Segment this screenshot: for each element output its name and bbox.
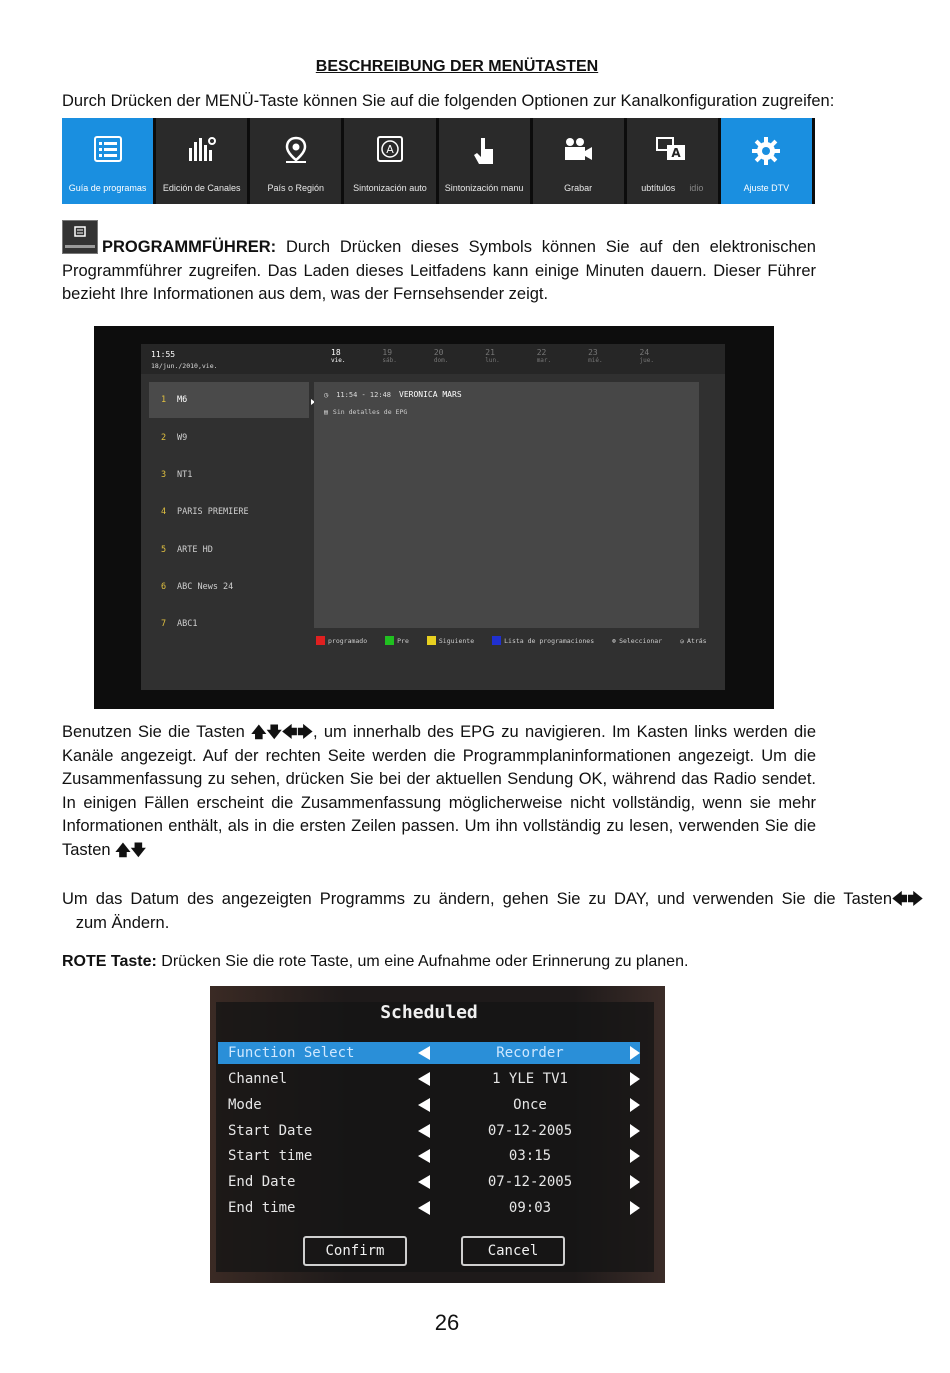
row-label: End Date <box>228 1174 296 1190</box>
epg-day-2[interactable] <box>434 348 485 364</box>
epg-day-num: 18 <box>331 348 341 357</box>
channel-number: 5 <box>161 545 167 555</box>
epg-day-4[interactable] <box>537 348 588 364</box>
navigation-text-b: , um innerhalb des EPG zu navigieren. Im Kasten links werden die Kanäle angezeigt. Auf der rechten Seite werden die Programmplaninformationen angezeigt. Um die Zusammenfassung zu sehen, drücken Sie bei der aktuellen Sendung OK, während das Radio sendet. In einigen Fällen erscheint die Zusammenfassung möglicherweise nicht vollständig, wenn sie mehr Informationen enthält, als in die ersten Zeilen passen. Um ihn vollständig zu lesen, verwenden Sie die Tasten <box>62 723 816 859</box>
menu-tile-label: Grabar <box>564 183 593 193</box>
arrow-left-icon[interactable] <box>418 1072 430 1086</box>
epg-section-label: PROGRAMMFÜHRER: <box>102 238 277 256</box>
arrow-left-icon[interactable] <box>418 1149 430 1163</box>
subtitles-icon <box>627 136 718 162</box>
arrow-left-icon[interactable] <box>418 1175 430 1189</box>
epg-channel-row[interactable] <box>149 494 309 530</box>
svg-text:A: A <box>671 146 681 160</box>
arrow-left-icon[interactable] <box>418 1201 430 1215</box>
epg-channel-row[interactable] <box>149 569 309 605</box>
info-icon: ▤ <box>324 408 328 416</box>
channel-number: 3 <box>161 470 167 480</box>
epg-day-num: 22 <box>536 348 547 357</box>
menu-bar-screenshot <box>62 118 815 204</box>
epg-channel-row[interactable] <box>149 382 309 418</box>
epg-day-num: 20 <box>433 348 444 357</box>
epg-day-name: mié. <box>588 357 603 364</box>
menu-tile-label-language: idio <box>689 183 704 193</box>
list-icon <box>62 136 153 162</box>
epg-day-5[interactable] <box>588 348 639 364</box>
epg-channel-row[interactable] <box>149 606 309 642</box>
arrow-right-icon[interactable] <box>630 1098 640 1112</box>
channel-number: 2 <box>161 433 167 443</box>
menu-tile-dtv-settings <box>721 118 815 204</box>
epg-legend <box>316 636 726 645</box>
channel-row[interactable] <box>218 1068 640 1090</box>
menu-tile-label: País o Región <box>267 183 325 193</box>
epg-channel-row[interactable] <box>149 420 309 456</box>
epg-channel-row[interactable] <box>149 532 309 568</box>
epg-clock: 11:55 <box>151 350 176 359</box>
row-value: 03:15 <box>508 1148 552 1164</box>
row-value: Once <box>513 1097 547 1113</box>
epg-day-name: lun. <box>485 357 500 364</box>
gear-icon <box>721 136 812 166</box>
menu-tile-manual-tune <box>439 118 533 204</box>
navigation-text <box>62 721 816 862</box>
back-key-icon: ◶ <box>680 636 685 645</box>
arrow-keys-icon: 🡅🡇🡄🡆 <box>251 723 313 741</box>
arrow-right-icon[interactable] <box>630 1175 640 1189</box>
program-time-line <box>324 390 462 399</box>
arrow-right-icon[interactable] <box>630 1201 640 1215</box>
row-value: 07-12-2005 <box>487 1123 573 1139</box>
channel-number: 1 <box>161 395 167 405</box>
legend-green: Pre <box>397 636 409 645</box>
channel-number: 4 <box>161 507 167 517</box>
epg-screen <box>141 344 725 690</box>
program-title: VERONICA MARS <box>399 390 462 399</box>
start-time-row[interactable] <box>218 1145 640 1167</box>
mode-row[interactable] <box>218 1094 640 1116</box>
menu-tile-label: Ajuste DTV <box>743 183 790 193</box>
legend-red: programado <box>328 636 368 645</box>
row-label: Function Select <box>228 1045 355 1061</box>
end-time-row[interactable] <box>218 1197 640 1219</box>
program-time: 11:54 - 12:48 <box>336 390 392 399</box>
page-number: 26 <box>434 1310 460 1335</box>
arrow-left-icon[interactable] <box>418 1124 430 1138</box>
epg-screenshot <box>94 326 774 709</box>
epg-day-6[interactable] <box>640 348 691 364</box>
menu-tile-auto-tune <box>344 118 438 204</box>
arrow-right-icon[interactable] <box>630 1124 640 1138</box>
cancel-button[interactable]: Cancel <box>461 1236 565 1266</box>
navigation-text-a: Benutzen Sie die Tasten <box>62 723 252 741</box>
arrow-right-icon[interactable] <box>630 1149 640 1163</box>
dialog-title: Scheduled <box>380 1002 478 1023</box>
menu-tile-label-subtitles: ubtítulos <box>641 183 676 193</box>
epg-day-name: jue. <box>639 357 654 364</box>
epg-day-1[interactable] <box>382 348 433 364</box>
arrow-right-icon[interactable] <box>630 1046 640 1060</box>
row-value: Recorder <box>496 1045 564 1061</box>
epg-day-name: mar. <box>536 357 552 364</box>
epg-day-num: 24 <box>639 348 650 357</box>
menu-tile-label: Sintonización manu <box>444 183 524 193</box>
start-date-row[interactable] <box>218 1120 640 1142</box>
end-date-row[interactable] <box>218 1171 640 1193</box>
row-label: End time <box>228 1200 296 1216</box>
red-key-text <box>62 950 688 974</box>
row-label: Start Date <box>228 1123 313 1139</box>
epg-section-body: Durch Drücken dieses Symbols können Sie auf den elektronischen Programmführer zugreifen. Das Laden dieses Leitfadens kann einige Minuten dauern. Dieser Führer bezieht Ihre Informationen aus dem, was der Fernsehsender zeigt. <box>62 238 816 303</box>
epg-day-strip <box>331 348 691 364</box>
legend-select: Seleccionar <box>619 636 663 645</box>
row-value: 09:03 <box>508 1200 552 1216</box>
channel-number: 6 <box>161 582 167 592</box>
epg-day-name: sáb. <box>382 357 397 364</box>
svg-text:A: A <box>386 143 394 156</box>
blue-key-icon <box>492 636 501 645</box>
menu-tile-region <box>250 118 344 204</box>
yellow-key-icon <box>427 636 436 645</box>
legend-yellow: Siguiente <box>438 636 475 645</box>
channel-name: ABC News 24 <box>177 582 234 592</box>
program-detail: Sin detalles de EPG <box>332 408 408 416</box>
channel-name: ARTE HD <box>177 545 213 555</box>
row-label: Channel <box>228 1071 288 1087</box>
channel-name: PARIS PREMIERE <box>177 507 249 517</box>
arrow-left-icon[interactable] <box>418 1098 430 1112</box>
green-key-icon <box>385 636 394 645</box>
menu-tile-record <box>533 118 627 204</box>
epg-date: 18/jun./2010,vie. <box>151 362 218 370</box>
row-value: 1 YLE TV1 <box>492 1071 568 1087</box>
program-detail-line <box>324 408 407 416</box>
row-label: Start time <box>228 1148 313 1164</box>
up-down-keys-icon: 🡅🡇 <box>115 840 147 859</box>
row-label: Mode <box>228 1097 262 1113</box>
day-change-text-a: Um das Datum des angezeigten Programms zu ändern, gehen Sie zu DAY, und verwenden Sie die Tasten <box>62 890 892 908</box>
red-key-icon <box>316 636 325 645</box>
arrow-right-icon[interactable] <box>630 1072 640 1086</box>
auto-tune-icon <box>344 136 435 162</box>
confirm-button[interactable]: Confirm <box>303 1236 407 1266</box>
channel-number: 7 <box>161 619 167 629</box>
epg-day-name: dom. <box>433 357 449 364</box>
epg-channel-row[interactable] <box>149 457 309 493</box>
intro-text: Durch Drücken der MENÜ-Taste können Sie auf die folgenden Optionen zur Kanalkonfiguration zugreifen: <box>62 92 835 110</box>
red-key-label: ROTE Taste: <box>62 953 157 970</box>
menu-tile-channel-edit <box>156 118 250 204</box>
page-heading: BESCHREIBUNG DER MENÜTASTEN <box>315 58 599 75</box>
epg-day-num: 23 <box>588 348 598 357</box>
epg-header <box>141 344 725 374</box>
row-value: 07-12-2005 <box>487 1174 573 1190</box>
epg-day-name: vie. <box>331 357 346 364</box>
menu-tile-label: Edición de Canales <box>162 183 241 193</box>
hand-pointer-icon <box>439 136 530 166</box>
epg-day-0[interactable] <box>331 348 382 364</box>
video-camera-icon <box>533 136 624 162</box>
equalizer-icon <box>156 136 247 162</box>
day-change-text-b: zum Ändern. <box>62 913 170 932</box>
epg-section-text <box>62 236 816 307</box>
legend-blue: Lista de programaciones <box>504 636 595 645</box>
left-right-keys-icon: 🡄🡆 <box>892 890 923 908</box>
arrow-left-icon[interactable] <box>418 1046 430 1060</box>
location-pin-icon <box>250 136 341 164</box>
menu-tile-subtitles <box>627 118 721 204</box>
channel-name: ABC1 <box>177 619 198 629</box>
legend-back: Atrás <box>687 636 707 645</box>
channel-name: W9 <box>177 433 188 443</box>
menu-tile-label: Guía de programas <box>68 183 147 193</box>
channel-name: NT1 <box>177 470 193 480</box>
scheduled-dialog-screenshot <box>210 986 665 1283</box>
epg-program-panel <box>314 382 699 628</box>
red-key-body: Drücken Sie die rote Taste, um eine Aufnahme oder Erinnerung zu planen. <box>156 953 689 970</box>
function-select-row[interactable] <box>218 1042 640 1064</box>
clock-icon: ◷ <box>324 390 329 399</box>
ok-key-icon: ⊛ <box>612 636 617 645</box>
epg-day-num: 19 <box>382 348 393 357</box>
day-change-text <box>62 888 923 935</box>
epg-day-num: 21 <box>485 348 495 357</box>
menu-tile-label <box>641 183 703 193</box>
epg-day-3[interactable] <box>485 348 536 364</box>
channel-name: M6 <box>177 395 188 405</box>
menu-tile-label: Sintonización auto <box>353 183 427 193</box>
menu-tile-guide <box>62 118 156 204</box>
